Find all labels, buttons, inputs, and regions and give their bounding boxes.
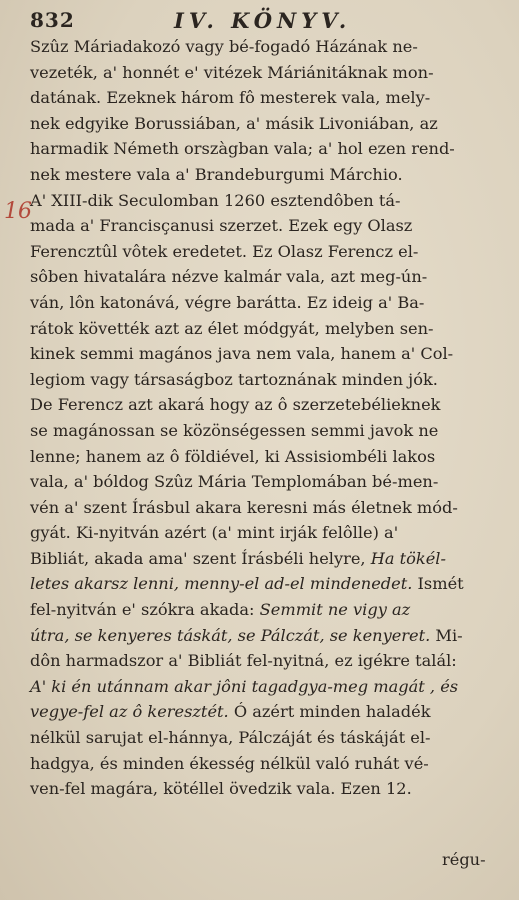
line-text: nek mestere vala a' Brandeburgumi Márchio. [30, 164, 403, 184]
running-head: IV. KÖNYV. [174, 8, 352, 33]
text-line [30, 571, 486, 597]
line-italic-text: vegye-fel az ô keresztét. [30, 702, 229, 722]
line-italic-text: A' ki én utánnam akar jôni tagadgya-meg magát , és [30, 676, 459, 696]
line-italic-text: letes akarsz lenni, menny-el ad-el mindenedet. [30, 574, 413, 594]
margin-annotation: 16 [4, 199, 32, 224]
line-text: dôn harmadszor a' Bibliát fel-nyitná, ez igékre talál: [30, 651, 457, 671]
line-text: A' XIII-dik Seculomban 1260 esztendôben tá- [30, 190, 401, 210]
line-text: sôben hivatalára nézve kalmár vala, azt meg-ún- [30, 267, 428, 287]
line-text: De Ferencz azt akará hogy az ô szerzetebélieknek [30, 395, 441, 415]
text-line [30, 495, 486, 521]
text-line [30, 239, 486, 265]
line-text: hadgya, és minden ékesség nélkül való ruhát vé- [30, 753, 429, 773]
text-line [30, 623, 486, 649]
text-line [30, 34, 486, 60]
line-text: Szûz Máriadakozó vagy bé-fogadó Házának ne- [30, 37, 418, 56]
text-line [30, 60, 486, 86]
text-line [30, 469, 486, 495]
line-text: Bibliát, akada ama' szent Írásbéli helyre, [30, 548, 366, 568]
text-line [30, 674, 486, 700]
text-line [30, 597, 486, 623]
text-line [30, 520, 486, 546]
line-text-after: Mi- [430, 625, 463, 645]
text-line [30, 418, 486, 444]
page-header [30, 8, 499, 32]
line-text: rátok követték azt az élet módgyát, melyben sen- [30, 318, 434, 338]
line-text: gyát. Ki-nyitván azért (a' mint irják felôlle) a' [30, 523, 399, 543]
line-text: legiom vagy társaságboz tartoznának minden jók. [30, 369, 438, 389]
line-text: ván, lôn katonává, végre barátta. Ez ideig a' Ba- [30, 292, 425, 312]
text-line [30, 264, 486, 290]
text-line [30, 648, 486, 674]
line-text: lenne; hanem az ô földiével, ki Assisiombéli lakos [30, 446, 436, 466]
line-text: ven-fel magára, kötéllel övedzik vala. Ezen 12. [30, 779, 412, 799]
line-italic-text: útra, se kenyeres táskát, se Pálczát, se kenyeret. [30, 625, 431, 645]
line-text: kinek semmi magános java nem vala, hanem a' Col- [30, 344, 454, 364]
text-line [30, 85, 486, 111]
text-line [30, 367, 486, 393]
text-line [30, 699, 486, 725]
text-line [30, 751, 486, 777]
line-text-after: Ó azért minden haladék [228, 702, 431, 722]
text-line [30, 546, 486, 572]
line-italic-text: Semmit ne vigy az [259, 600, 411, 620]
line-text: datának. Ezeknek három fô mesterek vala, mely- [30, 88, 431, 108]
text-line [30, 136, 486, 162]
text-line [30, 725, 486, 751]
text-line [30, 290, 486, 316]
line-text: nek edgyike Borussiában, a' másik Livoniában, az [30, 113, 438, 133]
text-line [30, 213, 486, 239]
text-line [30, 111, 486, 137]
text-line [30, 316, 486, 342]
text-line [30, 392, 486, 418]
line-text: vala, a' bóldog Szûz Mária Templomában bé-men- [30, 472, 439, 492]
text-line [30, 444, 486, 470]
line-text: mada a' Francisçanusi szerzet. Ezek egy Olasz [30, 216, 413, 236]
line-text: harmadik Németh orszàgban vala; a' hol ezen rend- [30, 139, 455, 159]
line-text: vén a' szent Írásbul akara keresni más életnek mód- [30, 497, 458, 517]
body-text [30, 34, 486, 802]
catchword: régu- [442, 850, 486, 869]
page-number: 832 [30, 8, 75, 32]
text-line [30, 776, 486, 802]
text-line [30, 162, 486, 188]
text-line [30, 188, 486, 214]
line-text-after: Ismét [412, 574, 464, 594]
line-text: Ferencztûl vôtek eredetet. Ez Olasz Ferencz el- [30, 241, 419, 261]
line-text: vezeték, a' honnét e' vitézek Máriánitáknak mon- [30, 62, 434, 82]
line-text: nélkül sarujat el-hánnya, Pálczáját és táskáját el- [30, 728, 431, 748]
line-text: fel-nyitván e' szókra akada: [30, 600, 255, 620]
text-line [30, 341, 486, 367]
line-italic-text: Ha tökél- [370, 548, 446, 568]
line-text: se magánossan se közönségessen semmi javok ne [30, 420, 439, 440]
